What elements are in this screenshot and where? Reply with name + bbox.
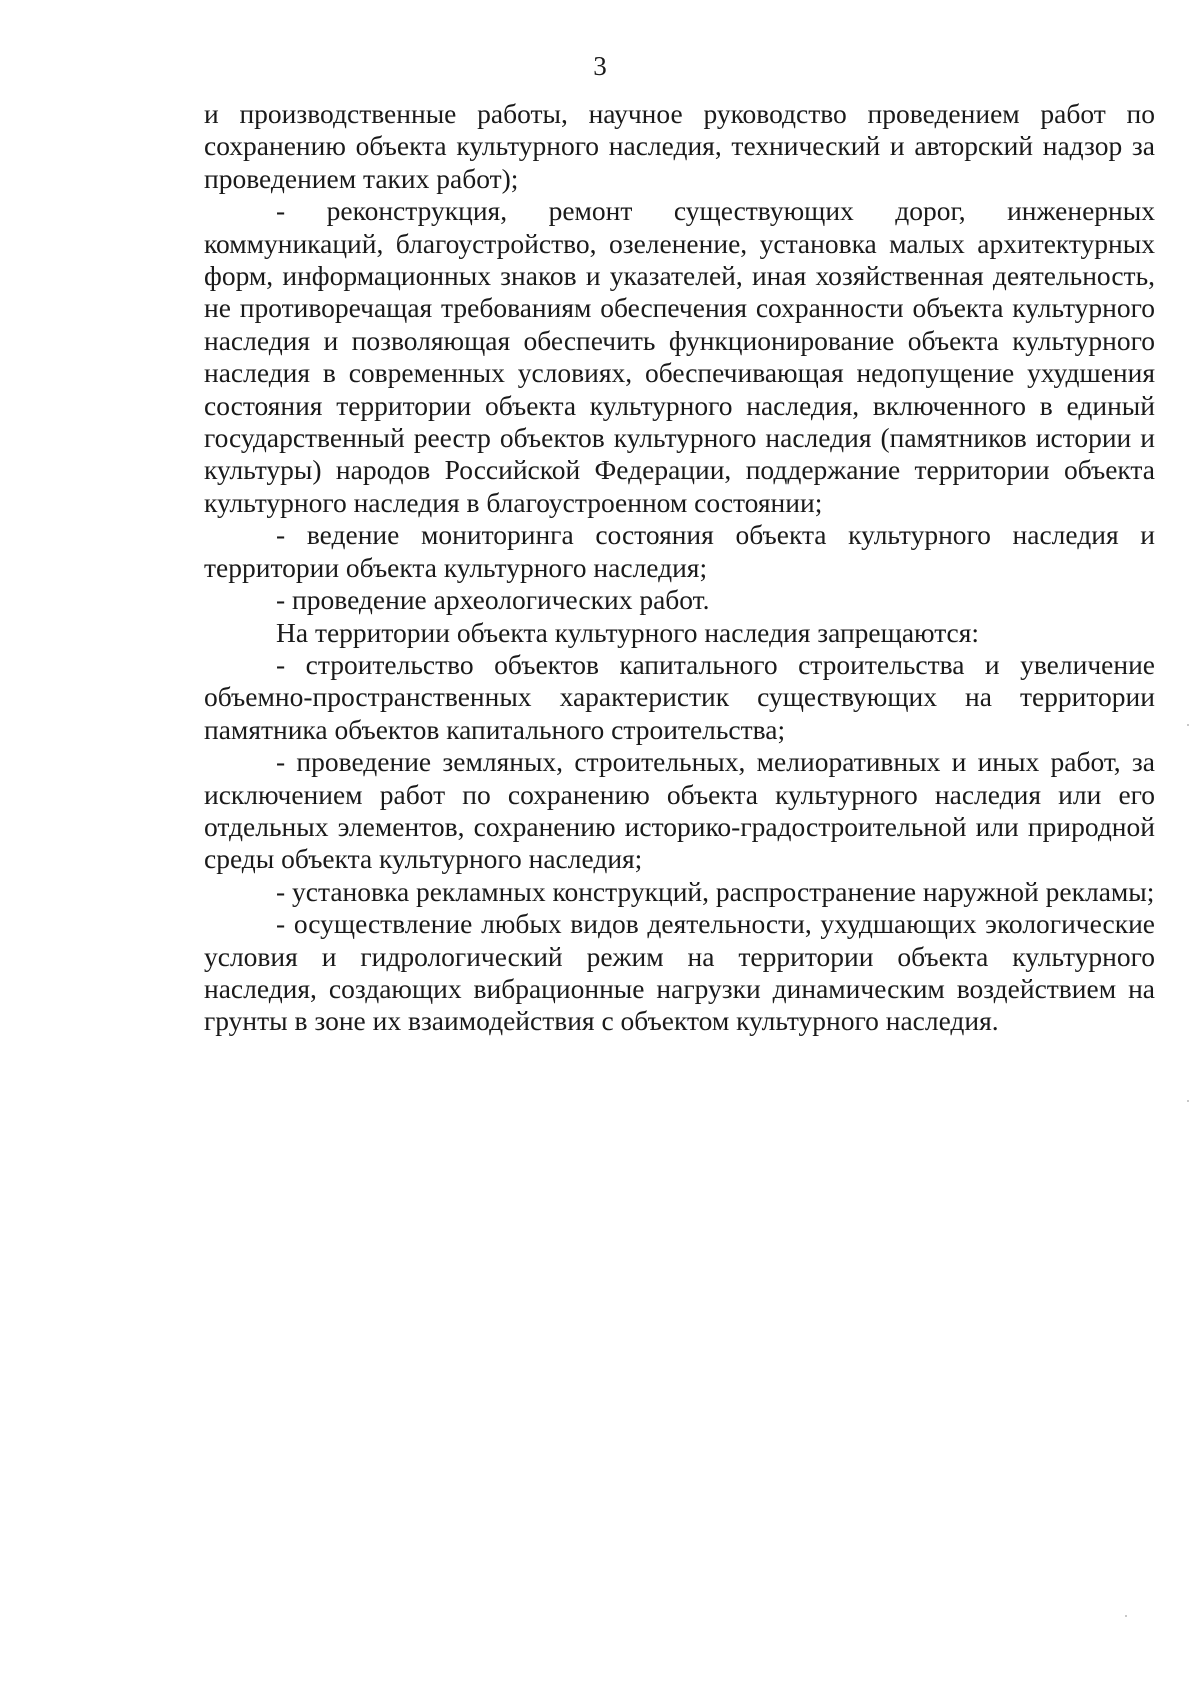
paragraph-permitted-reconstruction: - реконструкция, ремонт существующих дорог, инженерных коммуникаций, благоустройство, озеленение, установка малых архитектурных форм, информационных знаков и указателей, иная хозяйственная деятельность, не противоречащая требованиям обеспечения сохранности объекта культурного наследия и позволяющая обеспечить функционирование объекта культурного наследия в современных условиях, обеспечивающая недопущение ухудшения состояния территории объекта культурного наследия, включенного в единый государственный реестр объектов культурного наследия (памятников истории и культуры) народов Российской Федерации, поддержание территории объекта культурного наследия в благоустроенном состоянии; bbox=[204, 195, 1155, 518]
paragraph-prohibited-activities: - осуществление любых видов деятельности, ухудшающих экологические условия и гидрологический режим на территории объекта культурного наследия, создающих вибрационные нагрузки динамическим воздействием на грунты в зоне их взаимодействия с объектом культурного наследия. bbox=[204, 908, 1155, 1037]
scan-artifact bbox=[1187, 1100, 1189, 1102]
scan-artifact bbox=[1187, 724, 1189, 726]
paragraph-prohibited-construction: - строительство объектов капитального строительства и увеличение объемно-пространственных характеристик существующих на территории памятника объектов капитального строительства; bbox=[204, 648, 1155, 745]
paragraph-continuation: и производственные работы, научное руководство проведением работ по сохранению объекта культурного наследия, технический и авторский надзор за проведением таких работ); bbox=[204, 98, 1155, 194]
scan-artifact bbox=[1125, 1615, 1127, 1617]
paragraph-prohibitions-intro: На территории объекта культурного наследия запрещаются: bbox=[276, 616, 980, 648]
paragraph-permitted-monitoring: - ведение мониторинга состояния объекта культурного наследия и территории объекта культурного наследия; bbox=[204, 519, 1155, 583]
paragraph-permitted-archaeology: - проведение археологических работ. bbox=[276, 584, 710, 616]
paragraph-prohibited-earthworks: - проведение земляных, строительных, мелиоративных и иных работ, за исключением работ по сохранению объекта культурного наследия или его отдельных элементов, сохранению историко-градостроительной или природной среды объекта культурного наследия; bbox=[204, 746, 1155, 875]
document-body bbox=[204, 98, 1155, 1038]
page-number: 3 bbox=[593, 51, 607, 81]
paragraph-prohibited-advertising: - установка рекламных конструкций, распространение наружной рекламы; bbox=[276, 875, 1155, 907]
